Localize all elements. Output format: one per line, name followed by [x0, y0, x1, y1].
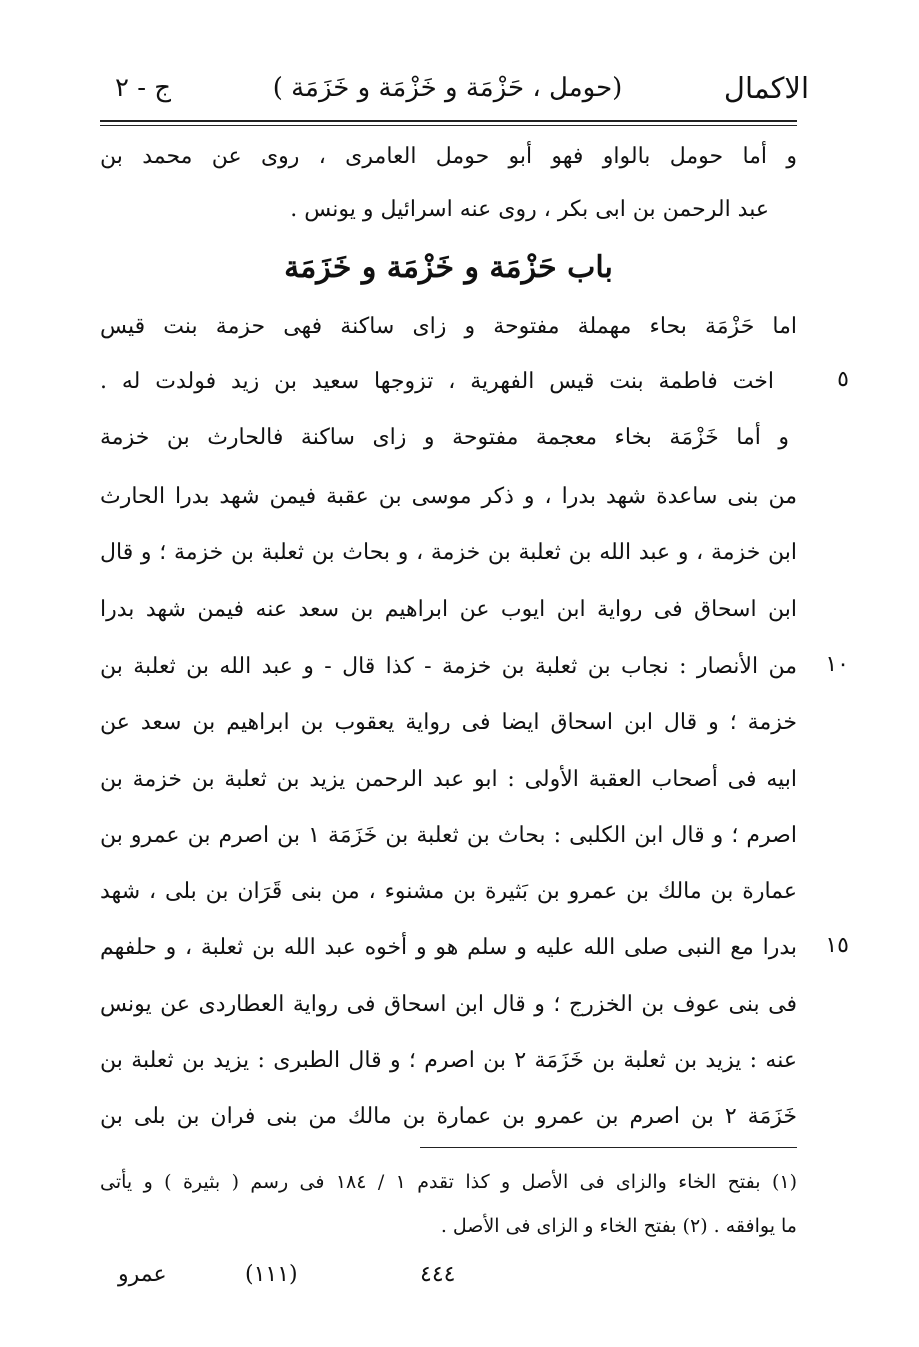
text-line: من بنى ساعدة شهد بدرا ، و ذكر موسى بن عقبة فيمن شهد بدرا الحارث — [100, 484, 797, 509]
text-line: ابيه فى أصحاب العقبة الأولى : ابو عبد الرحمن يزيد بن ثعلبة بن خزمة بن — [100, 767, 797, 792]
book-title: الاكمال — [723, 71, 809, 105]
text-line: ابن خزمة ، و عبد الله بن ثعلبة بن خزمة ، و بحاث بن ثعلبة بن خزمة ؛ و قال — [100, 540, 797, 565]
text-line: و أما حومل بالواو فهو أبو حومل العامرى ، روى عن محمد بن — [100, 144, 797, 169]
running-header — [115, 62, 809, 114]
page-number-parenthesized: (١١١) — [245, 1262, 298, 1287]
text-line: اما حَزْمَة بحاء مهملة مفتوحة و زاى ساكنة فهى حزمة بنت قيس — [100, 314, 798, 339]
line-number: ١٥ — [825, 933, 849, 958]
text-line: خزمة ؛ و قال ابن اسحاق ايضا فى رواية يعقوب بن ابراهيم بن سعد عن — [100, 710, 797, 735]
catchword: عمرو — [118, 1262, 167, 1287]
text-line: فى بنى عوف بن الخزرج ؛ و قال ابن اسحاق فى رواية العطاردى عن يونس — [100, 992, 797, 1017]
line-number: ٥ — [837, 367, 849, 392]
footnote: ما يوافقه . (٢) بفتح الخاء و الزاى فى الأصل . — [440, 1215, 797, 1237]
line-number: ١٠ — [825, 652, 849, 677]
footnote-rule — [420, 1147, 797, 1148]
text-line: من الأنصار : نجاب بن ثعلبة بن خزمة - كذا قال - و عبد الله بن ثعلبة بن — [100, 654, 797, 679]
chapter-heading: باب حَزْمَة و خَزْمَة و خَزَمَة — [284, 250, 613, 285]
text-line: ابن اسحاق فى رواية ابن ايوب عن ابراهيم بن سعد عنه فيمن شهد بدرا — [100, 597, 797, 622]
text-line: و أما خَزْمَة بخاء معجمة مفتوحة و زاى ساكنة فالحارث بن خزمة — [100, 425, 789, 450]
header-rule-thin — [100, 125, 797, 126]
text-line: عمارة بن مالك بن عمرو بن بَثيرة بن مشنوء ، من بنى قَرَان بن بلى ، شهد — [100, 879, 797, 904]
text-line: بدرا مع النبى صلى الله عليه و سلم هو و أخوه عبد الله بن ثعلبة ، و حلفهم — [100, 935, 797, 960]
text-line: اصرم ؛ و قال ابن الكلبى : بحاث بن ثعلبة بن خَزَمَة ١ بن اصرم بن عمرو بن — [100, 823, 797, 848]
text-line: عنه : يزيد بن ثعلبة بن خَزَمَة ٢ بن اصرم ؛ و قال الطبرى : يزيد بن ثعلبة بن — [100, 1048, 797, 1073]
volume-number: ج - ٢ — [115, 73, 172, 103]
page-number: ٤٤٤ — [420, 1262, 456, 1287]
text-line: اخت فاطمة بنت قيس الفهرية ، تزوجها سعيد بن زيد فولدت له . — [100, 369, 774, 394]
text-line: خَزَمَة ٢ بن اصرم بن عمرو بن عمارة بن مالك من بنى فران بن بلى بن — [100, 1104, 798, 1129]
header-topic: (حومل ، حَزْمَة و خَزْمَة و خَزَمَة ) — [272, 73, 623, 103]
footnote: (١) بفتح الخاء والزاى فى الأصل و كذا تقدم ١ / ١٨٤ فى رسم ( بثيرة ) و يأتى — [100, 1171, 798, 1193]
header-rule — [100, 120, 797, 122]
text-line: عبد الرحمن بن ابى بكر ، روى عنه اسرائيل و يونس . — [290, 197, 769, 222]
